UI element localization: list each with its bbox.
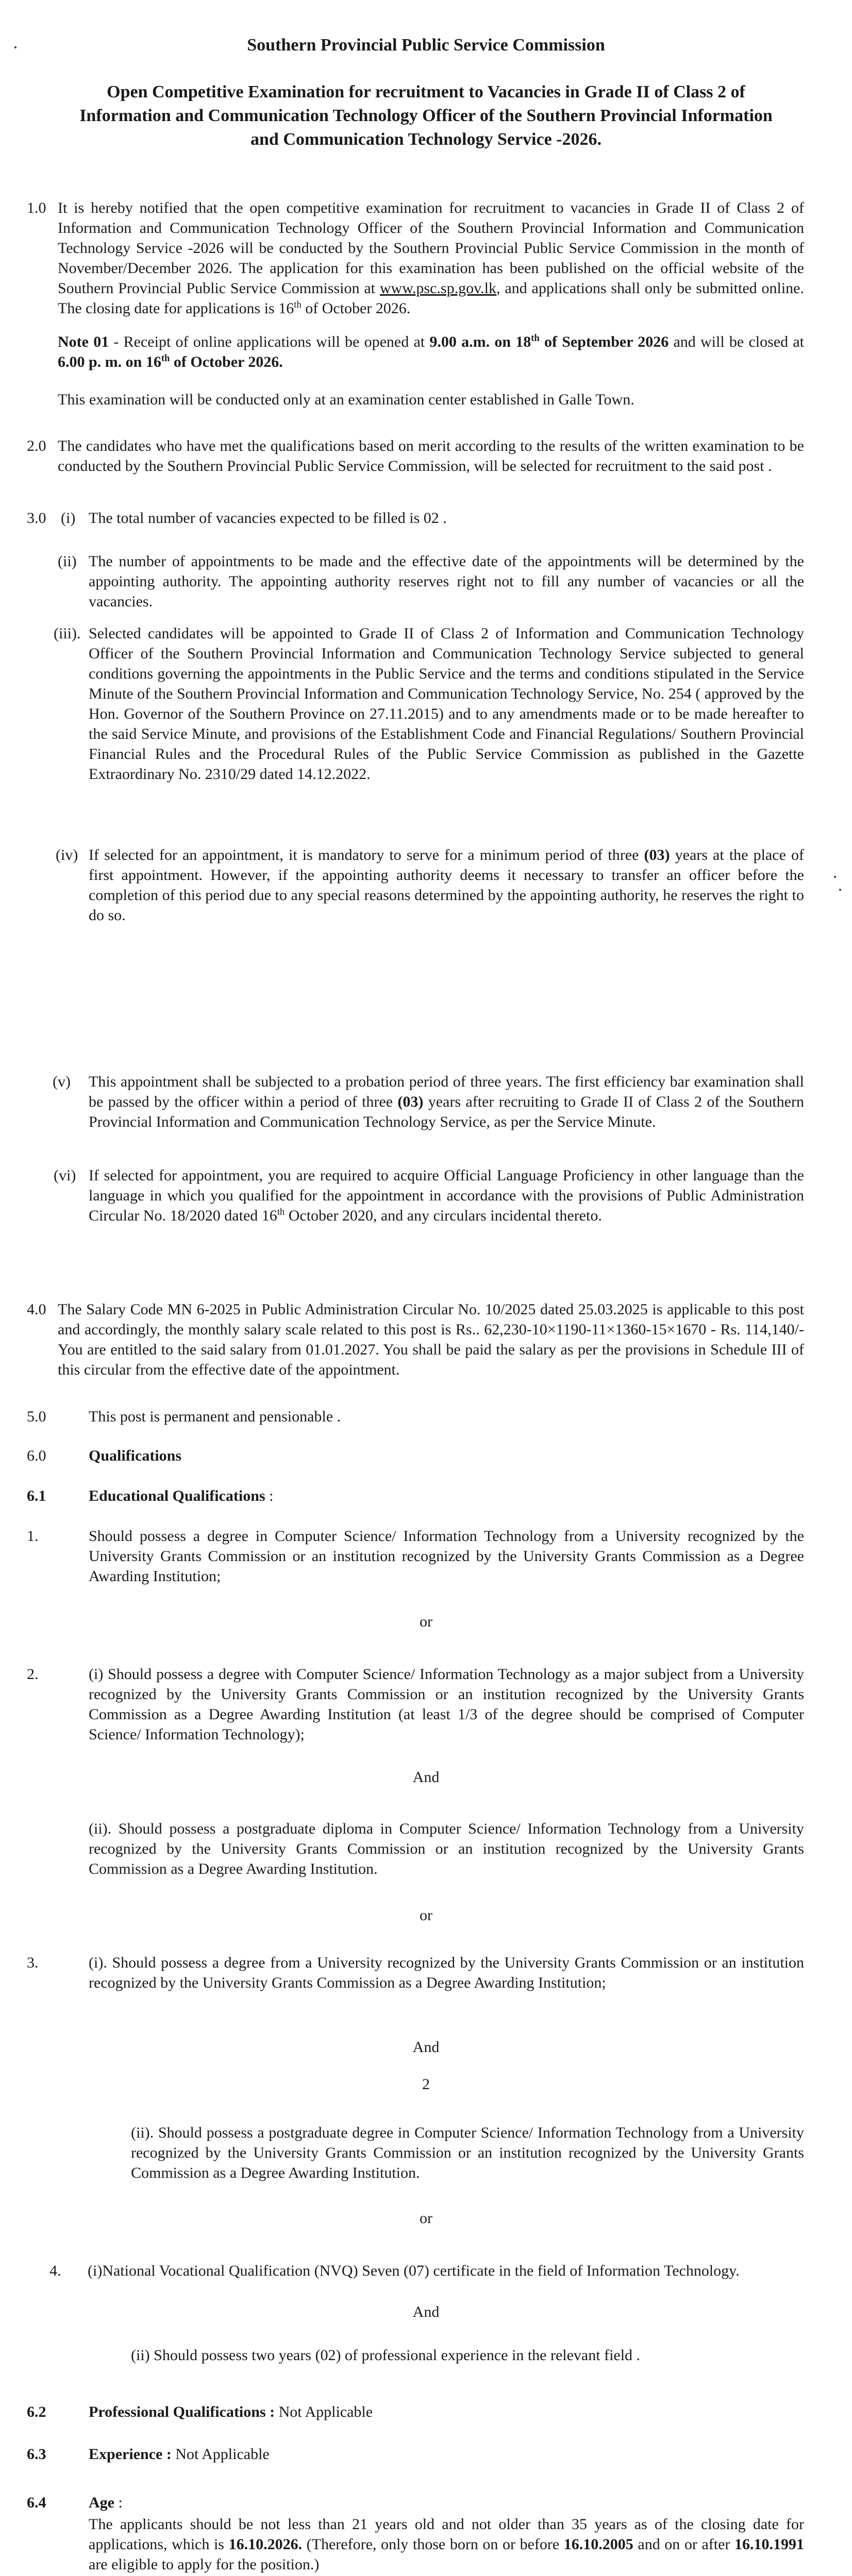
scan-speck bbox=[14, 46, 16, 48]
qualification-2-ii-text: (ii). Should possess a postgraduate diploma in Computer Science/ Information Technology from a University recognized by the University Grants Commission or an institution recognized by the University Grants Commission as a Degree Awarding Institution. bbox=[89, 1820, 804, 1877]
qualification-3-ii-text: (ii). Should possess a postgraduate degree in Computer Science/ Information Technology from a University recognized by the University Grants Commission or an institution recognized by the University Grants Commission as a Degree Awarding Institution. bbox=[131, 2124, 804, 2181]
qualification-1-text: Should possess a degree in Computer Science/ Information Technology from a University recognized by the University Grants Commission or an institution recognized by the University Grants Commission as a Degree Awarding Institution; bbox=[89, 1528, 804, 1585]
organization-title: Southern Provincial Public Service Commission bbox=[247, 36, 605, 55]
section-3-iii-text: Selected candidates will be appointed to Grade II of Class 2 of Information and Communication Technology Officer of the Southern Provincial Information and Communication Technology Service subjected to general conditions governing the appointments in the Public Service and the terms and conditions stipulated in the Service Minute of the Southern Provincial Information and Communication Technology Service, No. 254 ( approved by the Hon. Governor of the Southern Province on 27.11.2015) and to any amendments made or to be made hereafter to the said Service Minute, and provisions of the Establishment Code and Financial Regulations/ Southern Provincial Financial Rules and the Procedural Rules of the Public Service Commission as published in the Gazette Extraordinary No. 2310/29 dated 14.12.2022. bbox=[89, 625, 804, 783]
and-separator: And bbox=[412, 2039, 440, 2056]
experience: Experience : Not Applicable bbox=[89, 2446, 270, 2463]
qualification-4-i-text: (i)National Vocational Qualification (NVQ) Seven (07) certificate in the field of Information Technology. bbox=[88, 2262, 740, 2279]
item-label: (iii). bbox=[54, 625, 81, 642]
section-number: 3.0 bbox=[27, 510, 46, 527]
qualifications-heading: Qualifications bbox=[89, 1447, 182, 1464]
section-3-v-text: This appointment shall be subjected to a probation period of three years. The first efficiency bar examination shall be passed by the officer within a period of three (03) years after recruiting to Grade II of Class 2 of the Southern Provincial Information and Communication Technology Service, as per the Service Minute. bbox=[89, 1073, 804, 1130]
section-number: 6.4 bbox=[27, 2494, 46, 2511]
section-number: 1.0 bbox=[27, 199, 46, 216]
section-1-text: It is hereby notified that the open competitive examination for recruitment to vacancies in Grade II of Class 2 of Information and Communication Technology Officer of the Southern Provincial Information and Communication Technology Service -2026 will be conducted by the Southern Provincial Public Service Commission in the month of November/December 2026. The application for this examination has been published on the official website of the Southern Provincial Public Service Commission at www.psc.sp.gov.lk, and applications shall only be submitted online. The closing date for applications is 16th of October 2026. bbox=[58, 199, 804, 317]
section-4-text: The Salary Code MN 6-2025 in Public Administration Circular No. 10/2025 dated 25.03.2025 is applicable to this post and accordingly, the monthly salary scale related to this post is Rs.. 62,230-10×1190-11×1360-15×1670 - Rs. 114,140/-You are entitled to the said salary from 01.01.2027. You shall be paid the salary as per the provisions in Schedule III of this circular from the effective date of the appointment. bbox=[58, 1301, 804, 1378]
section-3-vi-text: If selected for appointment, you are required to acquire Official Language Proficiency in other language than the language in which you qualified for the appointment in accordance with the provisions of Public Administration Circular No. 18/2020 dated 16th October 2020, and any circulars incidental thereto. bbox=[89, 1167, 804, 1224]
list-number: 4. bbox=[49, 2262, 61, 2279]
scan-speck bbox=[834, 876, 836, 878]
item-label: (v) bbox=[53, 1073, 71, 1090]
section-5-text: This post is permanent and pensionable . bbox=[89, 1408, 341, 1425]
list-number: 2. bbox=[27, 1666, 39, 1683]
section-number: 6.1 bbox=[27, 1487, 46, 1504]
section-number: 6.0 bbox=[27, 1447, 46, 1464]
or-separator: or bbox=[420, 2210, 432, 2227]
age-heading: Age : bbox=[89, 2494, 123, 2511]
section-number: 6.2 bbox=[27, 2403, 46, 2420]
inner-page-number: 2 bbox=[422, 2076, 430, 2093]
section-number: 2.0 bbox=[27, 437, 46, 454]
note-01: Note 01 - Receipt of online applications will be opened at 9.00 a.m. on 18th of September 2026 and will be closed at 6.00 p. m. on 16th of October 2026. bbox=[58, 333, 804, 370]
document-title: Open Competitive Examination for recruitment to Vacancies in Grade II of Class 2 of Information and Communication Technology Officer of the Southern Provincial Information and Communication Technology Service -2026. bbox=[79, 82, 773, 149]
list-number: 3. bbox=[27, 1954, 39, 1971]
list-number: 1. bbox=[27, 1528, 39, 1545]
and-separator: And bbox=[412, 1769, 440, 1786]
item-label: (iv) bbox=[56, 846, 78, 863]
age-text: The applicants should be not less than 21 years old and not older than 35 years as of the closing date for applications, which is 16.10.2026. (Therefore, only those born on or before 16.10.2005 and on or after 16.10.1991 are eligible to apply for the position.) bbox=[89, 2516, 804, 2573]
section-number: 4.0 bbox=[27, 1301, 46, 1318]
and-separator: And bbox=[412, 2303, 440, 2320]
educational-qualifications-heading: Educational Qualifications : bbox=[89, 1487, 274, 1504]
qualification-2-i-text: (i) Should possess a degree with Computer Science/ Information Technology as a major subject from a University recognized by the University Grants Commission or an institution recognized by the University Grants Commission as a Degree Awarding Institution (at least 1/3 of the degree should be comprised of Computer Science/ Information Technology); bbox=[89, 1666, 804, 1743]
item-label: (i) bbox=[61, 510, 76, 527]
section-number: 6.3 bbox=[27, 2446, 46, 2463]
section-3-iv-text: If selected for an appointment, it is mandatory to serve for a minimum period of three (03) years at the place of first appointment. However, if the appointing authority deems it necessary to transfer an officer before the completion of this period due to any special reasons determined by the appointing authority, he reserves the right to do so. bbox=[89, 846, 804, 924]
section-2-text: The candidates who have met the qualifications based on merit according to the results of the written examination to be conducted by the Southern Provincial Public Service Commission, will be selected for recruitment to the said post . bbox=[58, 437, 804, 474]
website-link[interactable]: www.psc.sp.gov.lk bbox=[379, 280, 496, 297]
item-label: (ii) bbox=[58, 553, 77, 570]
exam-center-text: This examination will be conducted only at an examination center established in Galle Town. bbox=[58, 391, 634, 408]
section-3-i-text: The total number of vacancies expected to be filled is 02 . bbox=[89, 510, 447, 527]
section-3-ii-text: The number of appointments to be made and the effective date of the appointments will be determined by the appointing authority. The appointing authority reserves right not to fill any number of vacancies or all the vacancies. bbox=[89, 553, 804, 610]
qualification-4-ii-text: (ii) Should possess two years (02) of professional experience in the relevant field . bbox=[131, 2347, 641, 2364]
scan-speck bbox=[839, 889, 841, 891]
qualification-3-i-text: (i). Should possess a degree from a University recognized by the University Grants Commission or an institution recognized by the University Grants Commission as a Degree Awarding Institution; bbox=[89, 1954, 804, 1991]
professional-qualifications: Professional Qualifications : Not Applicable bbox=[89, 2403, 373, 2420]
section-number: 5.0 bbox=[27, 1408, 46, 1425]
item-label: (vi) bbox=[54, 1167, 76, 1184]
or-separator: or bbox=[420, 1907, 432, 1924]
or-separator: or bbox=[420, 1613, 432, 1630]
